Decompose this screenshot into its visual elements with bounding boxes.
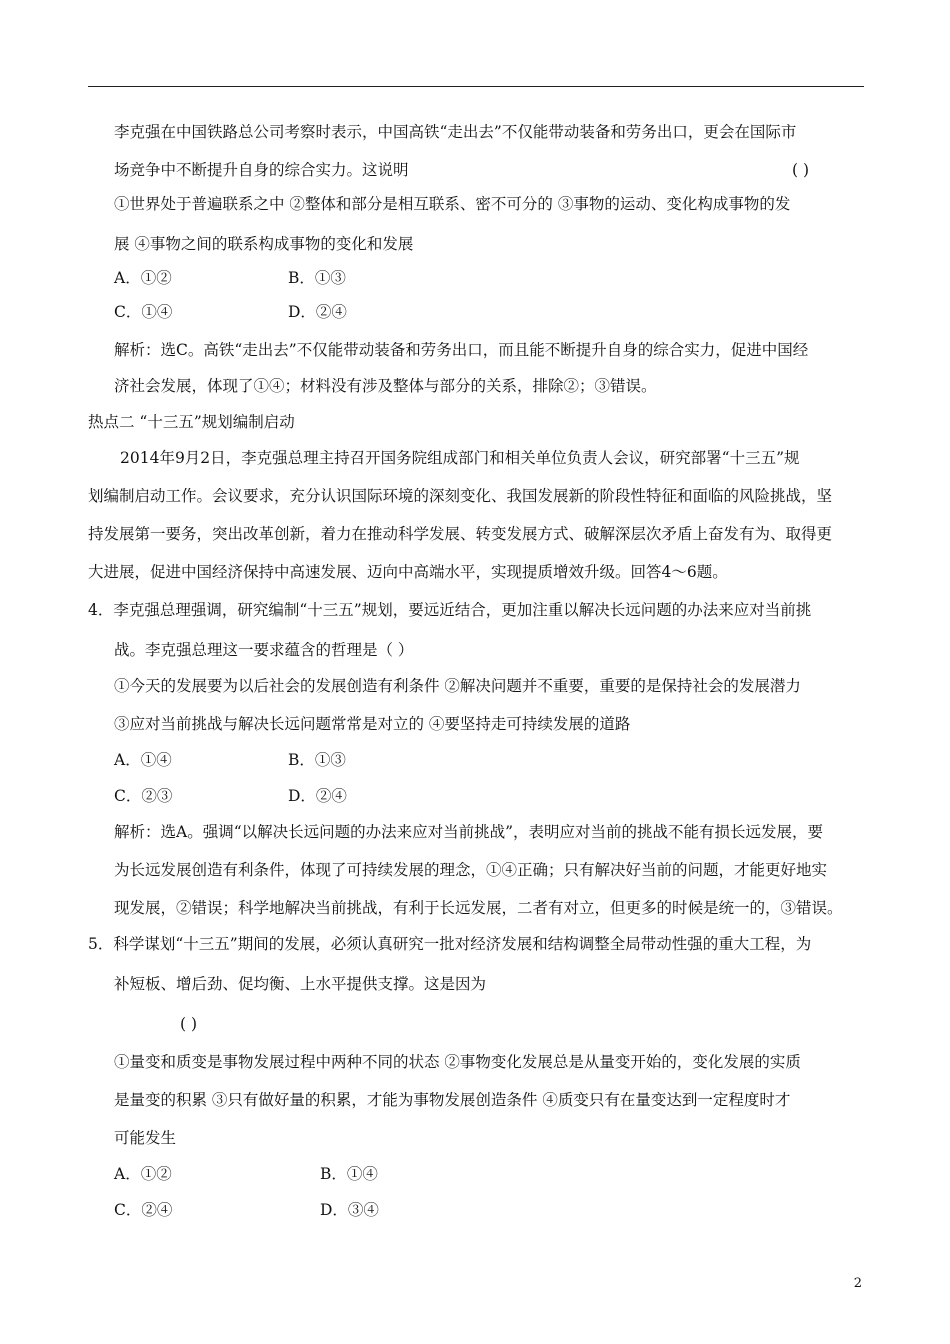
- q5-stem-line-2: 补短板、增后劲、促均衡、上水平提供支撑。这是因为: [114, 975, 487, 993]
- header-rule: [88, 86, 864, 87]
- q4-analysis-line-2: 为长远发展创造有利条件，体现了可持续发展的理念，①④正确；只有解决好当前的问题，才能更好地实: [114, 861, 828, 879]
- q5-choice-d: D．③④: [320, 1201, 379, 1219]
- q3-analysis-line-2: 济社会发展，体现了①④；材料没有涉及整体与部分的关系，排除②；③错误。: [114, 377, 657, 395]
- q5-choice-b: B．①④: [320, 1165, 378, 1183]
- q3-options-line-1: ①世界处于普遍联系之中 ②整体和部分是相互联系、密不可分的 ③事物的运动、变化构成事物的发: [114, 195, 791, 213]
- hotspot-title: 热点二 “十三五”规划编制启动: [88, 413, 295, 431]
- q5-options-line-1: ①量变和质变是事物发展过程中两种不同的状态 ②事物变化发展总是从量变开始的，变化发展的实质: [114, 1053, 801, 1071]
- q5-options-line-2: 是量变的积累 ③只有做好量的积累，才能为事物发展创造条件 ④质变只有在量变达到一定程度时才: [114, 1091, 791, 1109]
- q3-analysis-line-1: 解析：选C。高铁“走出去”不仅能带动装备和劳务出口，而且能不断提升自身的综合实力，促进中国经: [114, 341, 809, 359]
- q5-choice-a: A．①②: [114, 1165, 172, 1183]
- q3-choice-d: D．②④: [288, 303, 347, 321]
- q5-answer-blank: ( ): [180, 1015, 198, 1033]
- q4-stem-line-1: 4．李克强总理强调，研究编制“十三五”规划，要远近结合，更加注重以解决长远问题的办法来应对当前挑: [88, 601, 812, 619]
- q5-choice-c: C．②④: [114, 1201, 173, 1219]
- q3-choice-c: C．①④: [114, 303, 173, 321]
- hotspot-paragraph-line-3: 持发展第一要务，突出改革创新，着力在推动科学发展、转变发展方式、破解深层次矛盾上奋发有为、取得更: [88, 525, 833, 543]
- q3-answer-blank: ( ): [792, 161, 810, 179]
- hotspot-paragraph-line-1: 2014年9月2日，李克强总理主持召开国务院组成部门和相关单位负责人会议，研究部署“十三五”规: [120, 449, 800, 467]
- q4-stem-line-2: 战。李克强总理这一要求蕴含的哲理是（ ）: [114, 641, 414, 659]
- q3-stem-line-1: 李克强在中国铁路总公司考察时表示，中国高铁“走出去”不仅能带动装备和劳务出口，更会在国际市: [114, 123, 797, 141]
- q4-choice-a: A．①④: [114, 751, 172, 769]
- q4-choice-c: C．②③: [114, 787, 173, 805]
- q4-options-line-1: ①今天的发展要为以后社会的发展创造有利条件 ②解决问题并不重要，重要的是保持社会的发展潜力: [114, 677, 801, 695]
- q3-choice-b: B．①③: [288, 269, 346, 287]
- q3-stem-line-2: 场竞争中不断提升自身的综合实力。这说明: [114, 161, 409, 179]
- q4-analysis-line-3: 现发展，②错误；科学地解决当前挑战，有利于长远发展，二者有对立，但更多的时候是统一的，③错误。: [114, 899, 843, 917]
- q4-options-line-2: ③应对当前挑战与解决长远问题常常是对立的 ④要坚持走可持续发展的道路: [114, 715, 631, 733]
- hotspot-paragraph-line-4: 大进展，促进中国经济保持中高速发展、迈向中高端水平，实现提质增效升级。回答4～6题。: [88, 563, 728, 581]
- page-number: 2: [853, 1276, 862, 1291]
- q5-stem-line-1: 5．科学谋划“十三五”期间的发展，必须认真研究一批对经济发展和结构调整全局带动性强的重大工程，为: [88, 935, 812, 953]
- q4-choice-d: D．②④: [288, 787, 347, 805]
- q4-analysis-line-1: 解析：选A。强调“以解决长远问题的办法来应对当前挑战”，表明应对当前的挑战不能有损长远发展，要: [114, 823, 824, 841]
- q5-options-line-3: 可能发生: [114, 1129, 177, 1147]
- q4-choice-b: B．①③: [288, 751, 346, 769]
- q3-choice-a: A．①②: [114, 269, 172, 287]
- hotspot-paragraph-line-2: 划编制启动工作。会议要求，充分认识国际环境的深刻变化、我国发展新的阶段性特征和面临的风险挑战，坚: [88, 487, 833, 505]
- q3-options-line-2: 展 ④事物之间的联系构成事物的变化和发展: [114, 235, 414, 253]
